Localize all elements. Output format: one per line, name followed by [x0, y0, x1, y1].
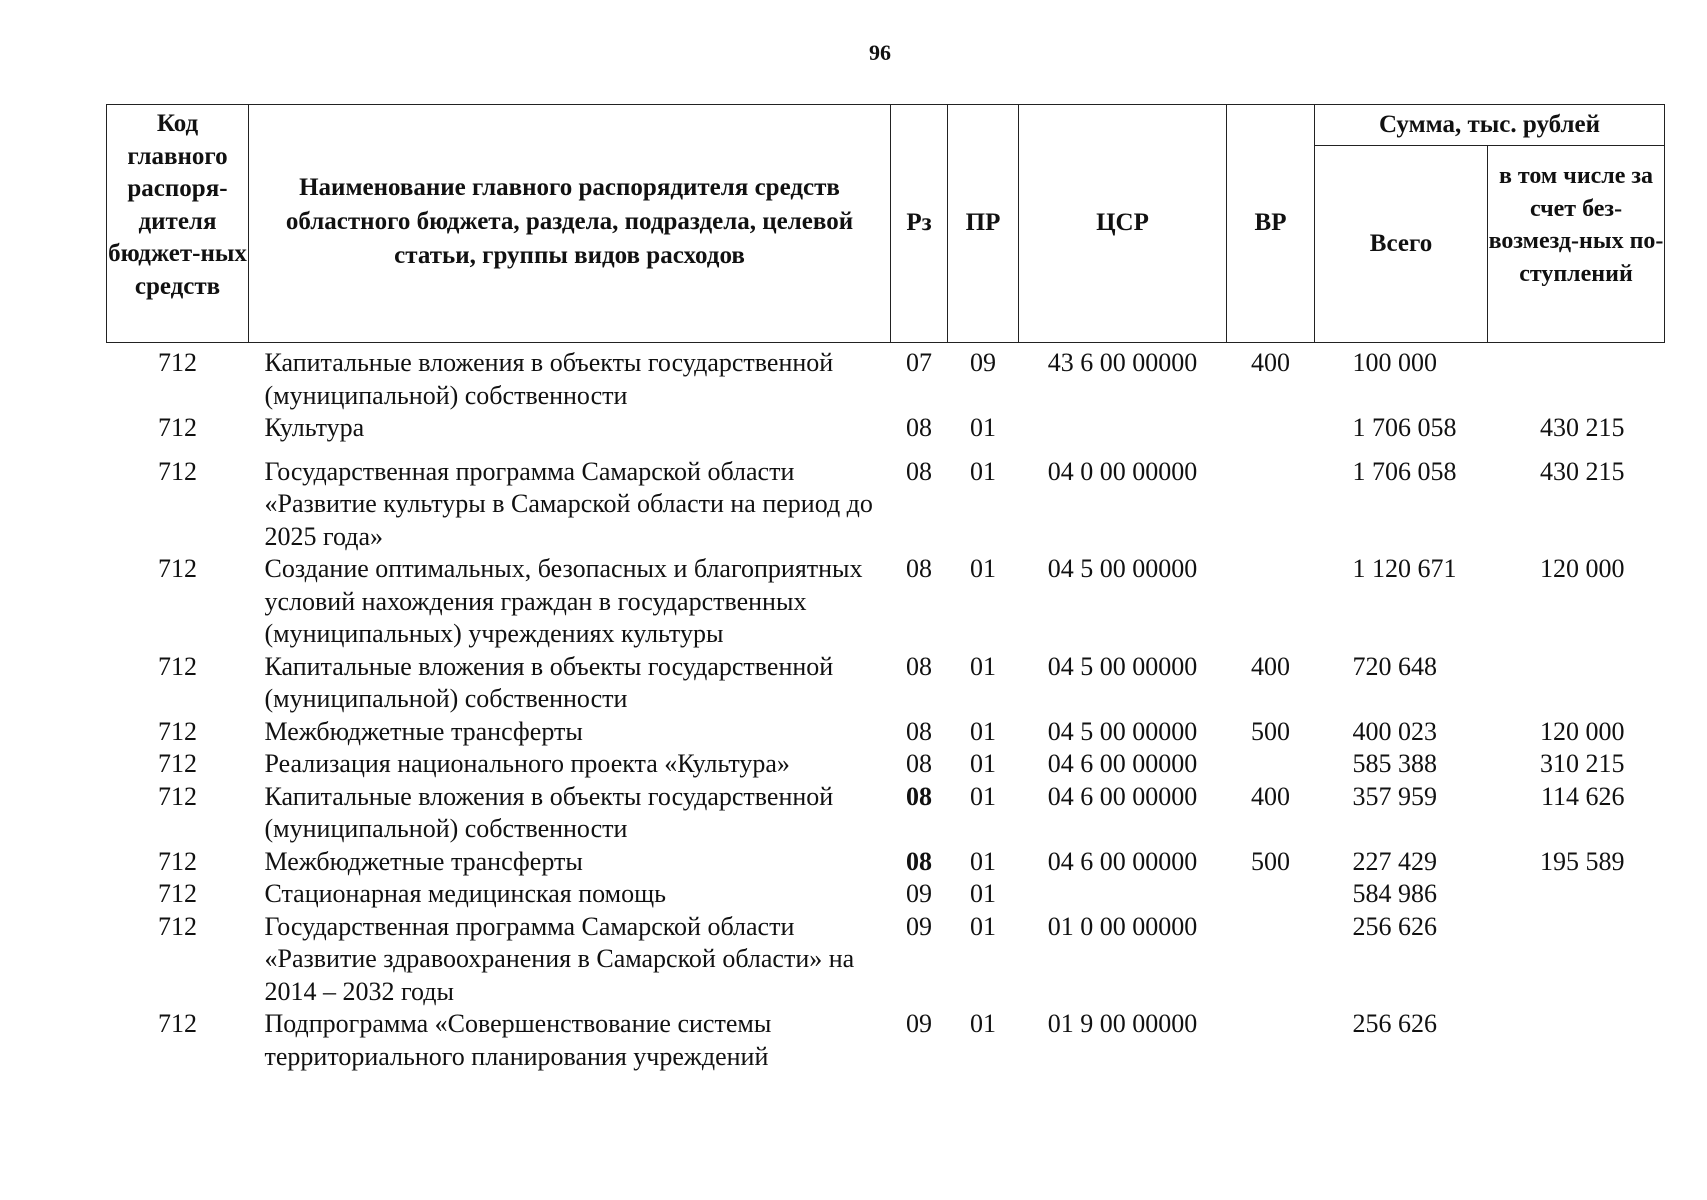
cell-rz: 08	[906, 456, 932, 486]
table-row	[107, 1008, 1665, 1073]
cell-total: 400 023	[1352, 716, 1437, 746]
cell-rz: 07	[906, 348, 932, 377]
cell-total: 585 388	[1352, 749, 1437, 778]
cell-csr: 01 9 00 00000	[1047, 1009, 1198, 1038]
cell-free	[1488, 343, 1665, 413]
cell-name: Культура	[264, 413, 365, 442]
cell-rz: 08	[906, 554, 932, 583]
cell-csr: 04 5 00 00000	[1047, 554, 1198, 583]
cell-name: Межбюджетные трансферты	[264, 716, 583, 746]
cell-total: 256 626	[1352, 911, 1437, 941]
cell-vr: 500	[1251, 716, 1290, 746]
cell-total: 100 000	[1352, 348, 1437, 377]
cell-pr: 01	[970, 879, 996, 908]
cell-pr: 09	[970, 348, 996, 377]
cell-csr: 01 0 00 00000	[1047, 911, 1198, 941]
table-row	[107, 781, 1665, 846]
cell-vr	[1227, 748, 1315, 781]
cell-vr	[1227, 878, 1315, 911]
cell-rz: 08	[906, 749, 932, 778]
cell-code: 712	[158, 348, 197, 377]
cell-vr: 400	[1251, 651, 1290, 681]
cell-name: Подпрограмма «Совершенствование системы территориального планирования учреждений	[264, 1009, 772, 1071]
header-code: Код главного распоря-дителя бюджет-ных средств	[107, 105, 249, 343]
cell-rz: 08	[906, 651, 932, 681]
cell-pr: 01	[970, 716, 996, 746]
cell-rz: 09	[906, 1009, 932, 1038]
table-row	[107, 748, 1665, 781]
cell-code: 712	[158, 781, 197, 811]
cell-free	[1488, 911, 1665, 1009]
cell-vr: 400	[1251, 781, 1290, 811]
cell-name: Капитальные вложения в объекты государственной (муниципальной) собственности	[264, 651, 834, 713]
cell-total: 1 120 671	[1352, 554, 1457, 583]
cell-total: 1 706 058	[1352, 413, 1457, 442]
table-row	[107, 445, 1665, 554]
table-header	[107, 105, 1665, 343]
table-row	[107, 553, 1665, 651]
cell-code: 712	[158, 1009, 197, 1038]
cell-csr: 43 6 00 00000	[1047, 348, 1198, 377]
table-row	[107, 878, 1665, 911]
cell-free	[1488, 878, 1665, 911]
cell-name: Государственная программа Самарской области «Развитие культуры в Самарской области на период до 2025 года»	[264, 456, 873, 551]
header-free: в том числе за счет без-возмезд-ных по-ступлений	[1488, 146, 1665, 343]
cell-free	[1488, 651, 1665, 716]
header-rz: Рз	[891, 105, 948, 343]
cell-name: Реализация национального проекта «Культура»	[264, 749, 790, 778]
cell-vr	[1227, 911, 1315, 1009]
cell-csr: 04 5 00 00000	[1047, 716, 1198, 746]
header-vr: ВР	[1227, 105, 1315, 343]
cell-rz: 08	[906, 781, 932, 811]
header-sum-title: Сумма, тыс. рублей	[1315, 105, 1665, 146]
cell-free: 120 000	[1540, 716, 1625, 746]
cell-free: 120 000	[1540, 554, 1625, 583]
cell-free: 195 589	[1540, 846, 1625, 876]
cell-pr: 01	[970, 1009, 996, 1038]
cell-rz: 09	[906, 911, 932, 941]
cell-vr	[1227, 553, 1315, 651]
cell-free: 310 215	[1540, 749, 1625, 778]
cell-code: 712	[158, 456, 197, 486]
table-row	[107, 651, 1665, 716]
cell-rz: 08	[906, 846, 932, 876]
cell-vr: 400	[1251, 348, 1290, 377]
cell-vr	[1227, 412, 1315, 445]
cell-rz: 08	[906, 716, 932, 746]
cell-pr: 01	[970, 413, 996, 442]
cell-code: 712	[158, 716, 197, 746]
cell-name: Государственная программа Самарской области «Развитие здравоохранения в Самарской области» на 2014 – 2032 годы	[264, 911, 855, 1006]
table-row	[107, 412, 1665, 445]
cell-name: Капитальные вложения в объекты государственной (муниципальной) собственности	[264, 781, 834, 843]
cell-pr: 01	[970, 846, 996, 876]
table-row	[107, 911, 1665, 1009]
cell-rz: 08	[906, 413, 932, 442]
cell-name: Создание оптимальных, безопасных и благоприятных условий нахождения граждан в государственных (муниципальных) учреждениях культуры	[264, 554, 863, 648]
cell-name: Стационарная медицинская помощь	[264, 879, 666, 908]
cell-code: 712	[158, 651, 197, 681]
header-pr: ПР	[948, 105, 1019, 343]
cell-pr: 01	[970, 456, 996, 486]
cell-vr	[1227, 1008, 1315, 1073]
cell-csr: 04 6 00 00000	[1047, 846, 1198, 876]
budget-table	[106, 104, 1665, 1073]
cell-name: Межбюджетные трансферты	[264, 846, 583, 876]
cell-total: 357 959	[1352, 781, 1437, 811]
cell-code: 712	[158, 879, 197, 908]
cell-pr: 01	[970, 554, 996, 583]
cell-code: 712	[158, 846, 197, 876]
table-body	[107, 343, 1665, 1074]
cell-total: 256 626	[1352, 1009, 1437, 1038]
cell-csr	[1019, 412, 1227, 445]
cell-free	[1488, 1008, 1665, 1073]
cell-total: 720 648	[1352, 651, 1437, 681]
cell-free: 114 626	[1540, 781, 1625, 811]
header-total: Всего	[1315, 146, 1488, 343]
cell-csr: 04 5 00 00000	[1047, 651, 1198, 681]
cell-pr: 01	[970, 781, 996, 811]
cell-csr	[1019, 878, 1227, 911]
cell-total: 227 429	[1352, 846, 1437, 876]
cell-vr: 500	[1251, 846, 1290, 876]
cell-rz: 09	[906, 879, 932, 908]
cell-pr: 01	[970, 749, 996, 778]
table-row	[107, 343, 1665, 413]
cell-pr: 01	[970, 911, 996, 941]
cell-total: 584 986	[1352, 879, 1437, 908]
cell-code: 712	[158, 554, 197, 583]
header-name: Наименование главного распорядителя средств областного бюджета, раздела, подраздела, целевой статьи, группы видов расходов	[249, 105, 891, 343]
table-row	[107, 846, 1665, 879]
table-row	[107, 716, 1665, 749]
cell-free: 430 215	[1540, 456, 1625, 486]
cell-pr: 01	[970, 651, 996, 681]
cell-total: 1 706 058	[1352, 456, 1457, 486]
cell-csr: 04 0 00 00000	[1047, 456, 1198, 486]
cell-vr	[1227, 445, 1315, 554]
cell-csr: 04 6 00 00000	[1047, 749, 1198, 778]
cell-name: Капитальные вложения в объекты государственной (муниципальной) собственности	[264, 348, 834, 410]
header-csr: ЦСР	[1019, 105, 1227, 343]
cell-code: 712	[158, 413, 197, 442]
cell-free: 430 215	[1540, 413, 1625, 442]
cell-csr: 04 6 00 00000	[1047, 781, 1198, 811]
page-number: 96	[869, 40, 891, 65]
cell-code: 712	[158, 749, 197, 778]
cell-code: 712	[158, 911, 197, 941]
